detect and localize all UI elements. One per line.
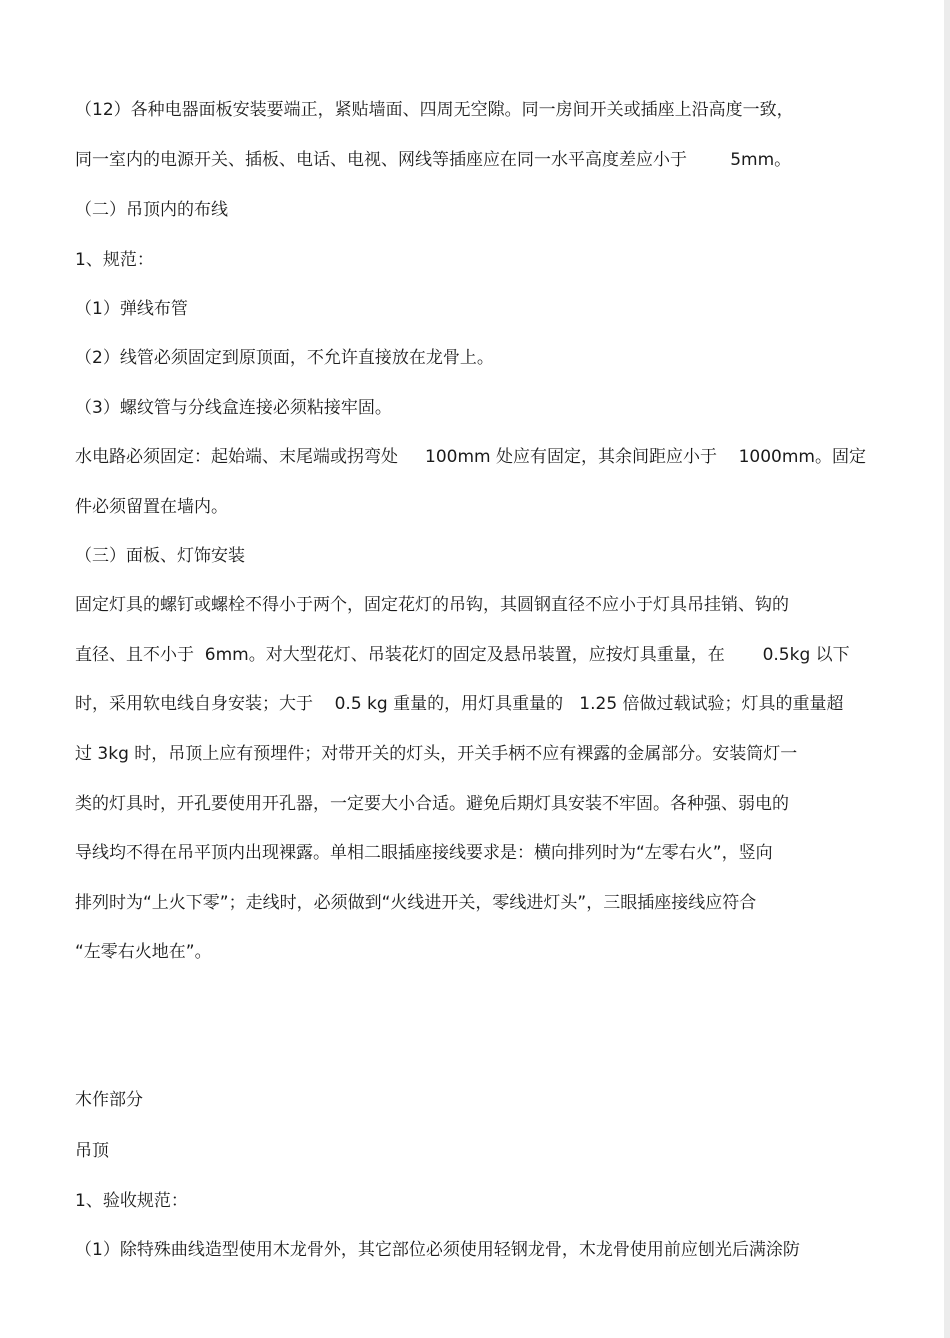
text-line-lamps-3: 时，采用软电线自身安装；大于 0.5 kg 重量的，用灯具重量的 1.25 倍做过载试验；灯具的重量超 <box>75 694 844 714</box>
text-line-1: （12）各种电器面板安装要端正，紧贴墙面、四周无空隙。同一房间开关或插座上沿高度一致， <box>75 100 794 120</box>
text-line-ceiling-item-1: （1）除特殊曲线造型使用木龙骨外，其它部位必须使用轻钢龙骨，木龙骨使用前应刨光后满涂防 <box>75 1240 800 1260</box>
section-heading-woodwork: 木作部分 <box>75 1090 143 1110</box>
section-heading-panels: （三）面板、灯饰安装 <box>75 546 245 566</box>
text-line-lamps-4: 过 3kg 时，吊顶上应有预埋件；对带开关的灯头，开关手柄不应有裸露的金属部分。安装筒灯一 <box>75 744 798 764</box>
text-line-lamps-2: 直径、且不小于 6mm。对大型花灯、吊装花灯的固定及悬吊装置，应按灯具重量，在 0.5kg 以下 <box>75 645 850 665</box>
text-line-fixing: 水电路必须固定：起始端、末尾端或拐弯处 100mm 处应有固定，其余间距应小于 1000mm。固定 <box>75 447 866 467</box>
section-heading-wiring: （二）吊顶内的布线 <box>75 200 228 220</box>
text-line-item-2: （2）线管必须固定到原顶面，不允许直接放在龙骨上。 <box>75 348 494 368</box>
text-line-item-3: （3）螺纹管与分线盒连接必须粘接牢固。 <box>75 398 392 418</box>
section-heading-ceiling: 吊顶 <box>75 1141 109 1161</box>
text-line-lamps-6: 导线均不得在吊平顶内出现裸露。单相二眼插座接线要求是：横向排列时为“左零右火”，竖向 <box>75 843 773 863</box>
text-line-fixing-cont: 件必须留置在墙内。 <box>75 497 228 517</box>
text-line-lamps-8: “左零右火地在”。 <box>75 942 212 962</box>
text-line-lamps-7: 排列时为“上火下零”；走线时，必须做到“火线进开关，零线进灯头”，三眼插座接线应符合 <box>75 893 757 913</box>
text-line-lamps-5: 类的灯具时，开孔要使用开孔器，一定要大小合适。避免后期灯具安装不牢固。各种强、弱电的 <box>75 794 789 814</box>
text-line-2: 同一室内的电源开关、插板、电话、电视、网线等插座应在同一水平高度差应小于 5mm。 <box>75 150 792 170</box>
text-line-acceptance: 1、验收规范： <box>75 1191 188 1211</box>
page-edge-shadow <box>944 0 950 1338</box>
text-line-spec: 1、规范： <box>75 250 154 270</box>
text-line-item-1: （1）弹线布管 <box>75 299 188 319</box>
text-line-lamps-1: 固定灯具的螺钉或螺栓不得小于两个，固定花灯的吊钩，其圆钢直径不应小于灯具吊挂销、钩的 <box>75 595 789 615</box>
